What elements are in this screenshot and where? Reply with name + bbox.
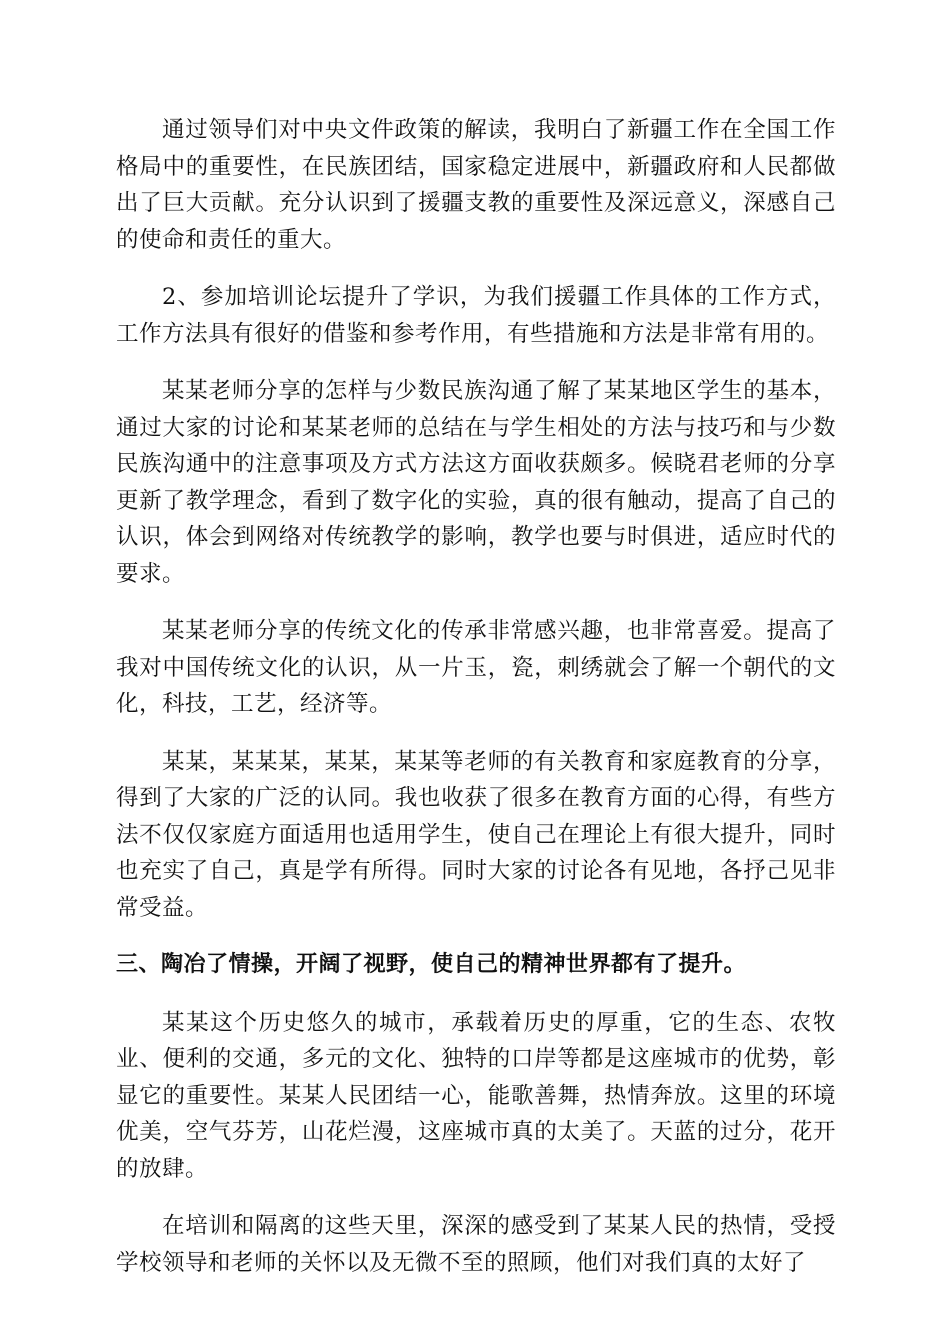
paragraph-city-description: 某某这个历史悠久的城市，承载着历史的厚重，它的生态、农牧业、便利的交通，多元的文化、独特的口岸等都是这座城市的优势，彰显它的重要性。某某人民团结一心，能歌善舞，热情奔放。这里的环境优美，空气芬芳，山花烂漫，这座城市真的太美了。天蓝的过分，花开的放肆。 xyxy=(116,1009,836,1182)
paragraph-family-education: 某某，某某某，某某，某某等老师的有关教育和家庭教育的分享，得到了大家的广泛的认同。我也收获了很多在教育方面的心得，有些方法不仅仅家庭方面适用也适用学生，使自己在理论上有很大提升，同时也充实了自己，真是学有所得。同时大家的讨论各有见地，各抒己见非常受益。 xyxy=(116,748,836,921)
paragraph-policy-understanding: 通过领导们对中央文件政策的解读，我明白了新疆工作在全国工作格局中的重要性，在民族团结，国家稳定进展中，新疆政府和人民都做出了巨大贡献。充分认识到了援疆支教的重要性及深远意义，深感自己的使命和责任的重大。 xyxy=(116,117,836,253)
paragraph-ethnic-communication: 某某老师分享的怎样与少数民族沟通了解了某某地区学生的基本，通过大家的讨论和某某老师的总结在与学生相处的方法与技巧和与少数民族沟通中的注意事项及方式方法这方面收获颇多。候晓君老师的分享更新了教学理念，看到了数字化的实验，真的很有触动，提高了自己的认识，体会到网络对传统教学的影响，教学也要与时俱进，适应时代的要求。 xyxy=(116,378,836,587)
section-heading-three: 三、陶冶了情操，开阔了视野，使自己的精神世界都有了提升。 xyxy=(116,952,747,977)
paragraph-training-forum: 2、参加培训论坛提升了学识，为我们援疆工作具体的工作方式，工作方法具有很好的借鉴和参考作用，有些措施和方法是非常有用的。 xyxy=(116,284,836,347)
document-body xyxy=(116,112,836,1302)
paragraph-traditional-culture: 某某老师分享的传统文化的传承非常感兴趣，也非常喜爱。提高了我对中国传统文化的认识，从一片玉，瓷，刺绣就会了解一个朝代的文化，科技，工艺，经济等。 xyxy=(116,618,836,717)
paragraph-quarantine-gratitude: 在培训和隔离的这些天里，深深的感受到了某某人民的热情，受授学校领导和老师的关怀以及无微不至的照顾，他们对我们真的太好了 xyxy=(116,1213,836,1276)
